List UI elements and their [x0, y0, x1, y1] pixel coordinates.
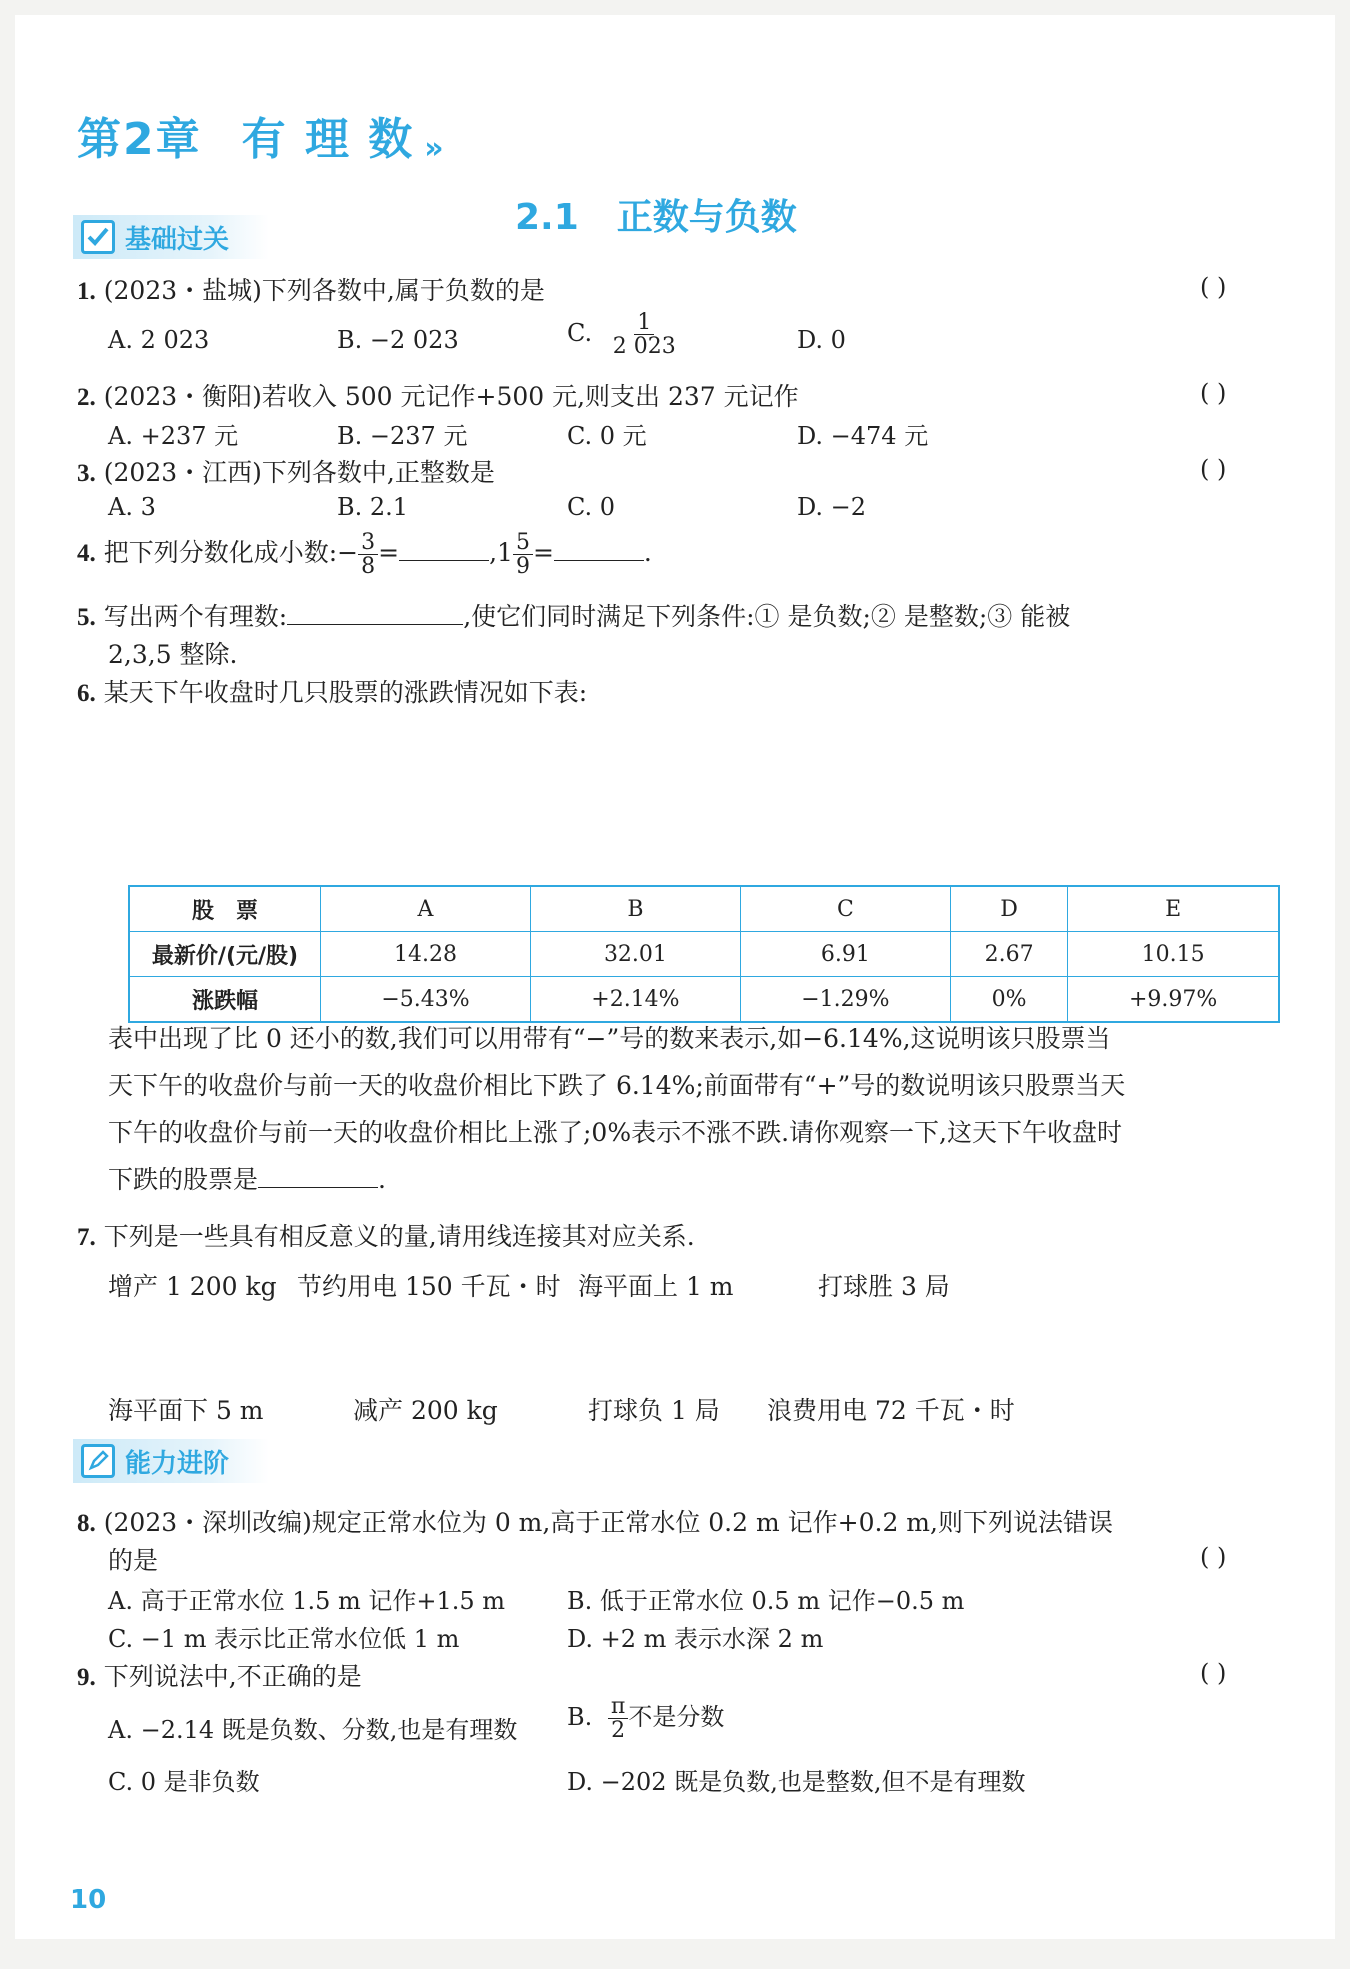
table-row-label: 涨跌幅 [129, 977, 321, 1023]
table-header-row [129, 886, 1279, 932]
denominator: 8 [361, 554, 376, 580]
denominator: 2 023 [612, 334, 676, 360]
option-c: C. 0 元 [567, 422, 647, 450]
table-cell: −1.29% [740, 977, 950, 1023]
option-c [567, 311, 679, 358]
question-number: 9. [77, 1664, 96, 1691]
question-number: 8. [77, 1510, 96, 1537]
match-item-top: 打球胜 3 局 [818, 1272, 950, 1301]
table-cell: 2.67 [950, 932, 1067, 977]
question-text: (2023・江西)下列各数中,正整数是 [103, 458, 495, 487]
table-header-cell: 股 票 [129, 886, 321, 932]
separator: ,1 [489, 538, 513, 568]
question-number: 6. [77, 680, 96, 707]
double-chevron-right-icon: » [424, 131, 440, 166]
answer-paren: ( ) [1200, 273, 1227, 301]
question-2 [77, 377, 799, 413]
answer-paren: ( ) [1200, 455, 1227, 483]
table-header-cell: B [530, 886, 740, 932]
question-text: 写出两个有理数: [103, 602, 288, 631]
match-item-bottom: 浪费用电 72 千瓦・时 [767, 1396, 1015, 1425]
question-8 [77, 1503, 1113, 1539]
question-number: 5. [77, 604, 96, 631]
option-a: A. 2 023 [108, 326, 210, 354]
table-header-cell: D [950, 886, 1067, 932]
question-1 [77, 271, 545, 307]
question-number: 1. [77, 278, 96, 305]
chapter-name: 有 理 数 [241, 114, 415, 165]
question-7 [77, 1217, 695, 1253]
tag-label: 能力进阶 [125, 1448, 230, 1479]
paragraph-text: 下跌的股票是 [108, 1165, 259, 1194]
question-3 [77, 453, 495, 489]
match-item-bottom: 打球负 1 局 [588, 1396, 720, 1425]
option-a: A. −2.14 既是负数、分数,也是有理数 [108, 1716, 518, 1744]
fraction [608, 1695, 628, 1742]
question-text: (2023・衡阳)若收入 500 元记作+500 元,则支出 237 元记作 [103, 382, 799, 411]
question-6 [77, 673, 587, 709]
match-item-top: 海平面上 1 m [578, 1272, 734, 1301]
match-item-bottom: 减产 200 kg [353, 1396, 498, 1425]
question-text: 下列是一些具有相反意义的量,请用线连接其对应关系. [103, 1222, 695, 1251]
table-cell: 32.01 [530, 932, 740, 977]
option-d: D. +2 m 表示水深 2 m [567, 1625, 824, 1653]
option-a: A. 高于正常水位 1.5 m 记作+1.5 m [108, 1587, 506, 1615]
question-text-cont: ,使它们同时满足下列条件:① 是负数;② 是整数;③ 能被 [463, 602, 1071, 631]
question-8-line2: 的是 [108, 1546, 159, 1575]
option-d: D. −2 [797, 493, 867, 521]
paragraph-line: 天下午的收盘价与前一天的收盘价相比下跌了 6.14%;前面带有“+”号的数说明该只股票当天 [108, 1071, 1126, 1100]
question-5 [77, 597, 1070, 633]
table-cell: +2.14% [530, 977, 740, 1023]
equals-sign: = [378, 538, 400, 568]
question-text: 把下列分数化成小数:− [103, 538, 359, 568]
option-a: A. +237 元 [108, 422, 239, 450]
match-item-top: 增产 1 200 kg [108, 1272, 277, 1301]
question-number: 4. [77, 540, 96, 568]
table-cell: −5.43% [321, 977, 531, 1023]
tag-label: 基础过关 [125, 224, 230, 255]
chapter-title [77, 103, 440, 167]
option-d: D. −202 既是负数,也是整数,但不是有理数 [567, 1768, 1026, 1796]
chapter-label: 第2章 [77, 114, 202, 165]
option-c: C. 0 是非负数 [108, 1768, 260, 1796]
numerator: 3 [358, 531, 378, 555]
table-cell: 6.91 [740, 932, 950, 977]
table-header-cell: E [1068, 886, 1279, 932]
section-number: 2.1 [515, 197, 579, 238]
fraction [610, 311, 679, 358]
option-label: B. [567, 1703, 593, 1732]
option-text: 不是分数 [628, 1703, 725, 1732]
question-text: 下列说法中,不正确的是 [103, 1662, 362, 1691]
option-label: C. [567, 319, 593, 348]
match-item-bottom: 海平面下 5 m [108, 1396, 264, 1425]
option-a: A. 3 [108, 493, 156, 521]
denominator: 9 [515, 554, 530, 580]
pencil-icon [81, 1444, 115, 1478]
period: . [643, 538, 652, 568]
numerator: 1 [634, 311, 654, 335]
table-cell: 0% [950, 977, 1067, 1023]
checkbox-checked-icon [81, 220, 115, 254]
question-number: 3. [77, 460, 96, 487]
page [15, 15, 1335, 1939]
question-5-line2: 2,3,5 整除. [108, 640, 238, 669]
table-row-label: 最新价/(元/股) [129, 932, 321, 977]
section-title [515, 189, 797, 240]
question-number: 7. [77, 1224, 96, 1251]
table-header-cell: C [740, 886, 950, 932]
option-b [567, 1695, 724, 1742]
question-text: (2023・深圳改编)规定正常水位为 0 m,高于正常水位 0.2 m 记作+0.2 m,则下列说法错误 [103, 1508, 1113, 1537]
option-d: D. −474 元 [797, 422, 929, 450]
option-b: B. −2 023 [337, 326, 459, 354]
table-row [129, 932, 1279, 977]
question-number: 2. [77, 384, 96, 411]
numerator: 5 [513, 531, 533, 555]
paragraph-line: 下午的收盘价与前一天的收盘价相比上涨了;0%表示不涨不跌.请你观察一下,这天下午收盘时 [108, 1118, 1122, 1147]
denominator: 2 [611, 1718, 626, 1744]
question-9 [77, 1657, 362, 1693]
option-b: B. 低于正常水位 0.5 m 记作−0.5 m [567, 1587, 965, 1615]
option-b: B. 2.1 [337, 493, 409, 521]
fraction [358, 531, 378, 578]
answer-blank[interactable] [399, 534, 489, 561]
page-number: 10 [70, 1885, 107, 1915]
answer-paren: ( ) [1200, 379, 1227, 407]
answer-blank[interactable] [258, 1161, 378, 1188]
stock-table [128, 885, 1280, 1023]
question-text: 某天下午收盘时几只股票的涨跌情况如下表: [103, 678, 588, 707]
option-d: D. 0 [797, 326, 846, 354]
option-b: B. −237 元 [337, 422, 468, 450]
table-cell: 10.15 [1068, 932, 1279, 977]
paragraph-line-final: 下跌的股票是 . [108, 1156, 386, 1203]
section-tag-advanced [73, 1439, 269, 1483]
numerator: π [608, 1695, 628, 1719]
answer-blank[interactable] [287, 598, 463, 625]
table-cell: +9.97% [1068, 977, 1279, 1023]
fraction [513, 531, 533, 578]
section-tag-basic [73, 215, 269, 259]
option-c: C. 0 [567, 493, 616, 521]
answer-paren: ( ) [1200, 1659, 1227, 1687]
equals-sign: = [532, 538, 554, 568]
match-item-top: 节约用电 150 千瓦・时 [297, 1272, 561, 1301]
answer-paren: ( ) [1200, 1543, 1227, 1571]
question-4 [77, 531, 652, 578]
paragraph-line: 表中出现了比 0 还小的数,我们可以用带有“−”号的数来表示,如−6.14%,这说明该只股票当 [108, 1024, 1111, 1053]
question-text: (2023・盐城)下列各数中,属于负数的是 [103, 276, 545, 305]
section-name: 正数与负数 [616, 197, 797, 238]
table-cell: 14.28 [321, 932, 531, 977]
option-c: C. −1 m 表示比正常水位低 1 m [108, 1625, 460, 1653]
table-header-cell: A [321, 886, 531, 932]
answer-blank[interactable] [554, 534, 644, 561]
